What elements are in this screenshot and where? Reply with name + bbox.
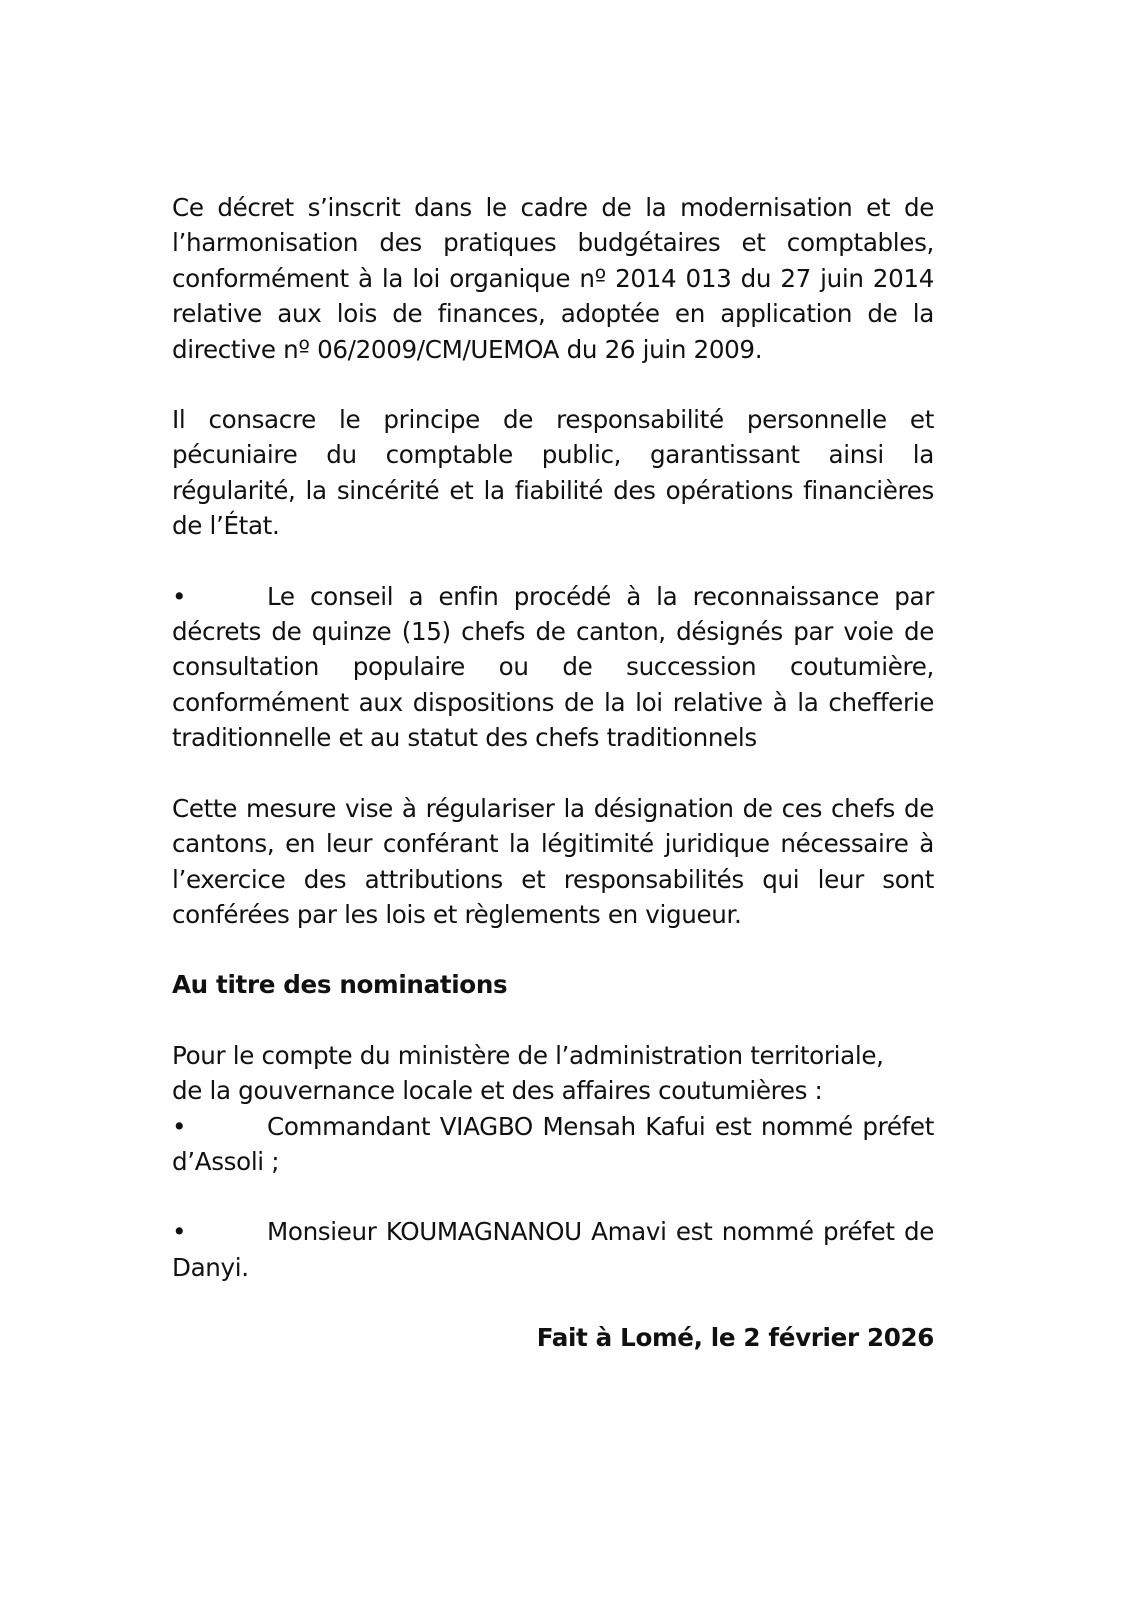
nomination-text: Commandant VIAGBO Mensah Kafui est nommé préfet d’Assoli ;	[172, 1111, 934, 1176]
signature-line: Fait à Lomé, le 2 février 2026	[536, 1323, 934, 1353]
document-page	[172, 190, 934, 1356]
paragraph-measure-purpose: Cette mesure vise à régulariser la désignation de ces chefs de cantons, en leur conférant la légitimité juridique nécessaire à l’exercice des attributions et responsabilités qui leur sont conférées par les lois et règlements en vigueur.	[172, 793, 934, 929]
nominations-section	[172, 1038, 934, 1285]
bullet-icon: •	[172, 581, 187, 611]
section-heading-nominations: Au titre des nominations	[172, 970, 508, 1000]
nomination-text: Monsieur KOUMAGNANOU Amavi est nommé préfet de Danyi.	[172, 1217, 934, 1282]
nominations-intro-line-2: de la gouvernance locale et des affaires coutumières :	[172, 1076, 823, 1106]
nominations-intro-line-1: Pour le compte du ministère de l’administration territoriale,	[172, 1040, 884, 1070]
nomination-item	[172, 1214, 934, 1285]
bullet-icon: •	[172, 1217, 187, 1247]
paragraph-canton-chiefs	[172, 579, 934, 756]
nominations-intro	[172, 1038, 934, 1109]
nomination-item	[172, 1109, 934, 1180]
paragraph-decree-context: Ce décret s’inscrit dans le cadre de la modernisation et de l’harmonisation des pratiques budgétaires et comptables, conformément à la loi organique nº 2014 013 du 27 juin 2014 relative aux lois de finances, adoptée en application de la directive nº 06/2009/CM/UEMOA du 26 juin 2009.	[172, 193, 934, 364]
paragraph-responsibility-principle: Il consacre le principe de responsabilité personnelle et pécuniaire du comptable public, garantissant ainsi la régularité, la sincérité et la fiabilité des opérations financières de l’État.	[172, 405, 934, 541]
bullet-icon: •	[172, 1111, 187, 1141]
paragraph-canton-chiefs-text: Le conseil a enfin procédé à la reconnaissance par décrets de quinze (15) chefs de canton, désignés par voie de consultation populaire ou de succession coutumière, conformément aux dispositions de la loi relative à la chefferie traditionnelle et au statut des chefs traditionnels	[172, 581, 934, 753]
